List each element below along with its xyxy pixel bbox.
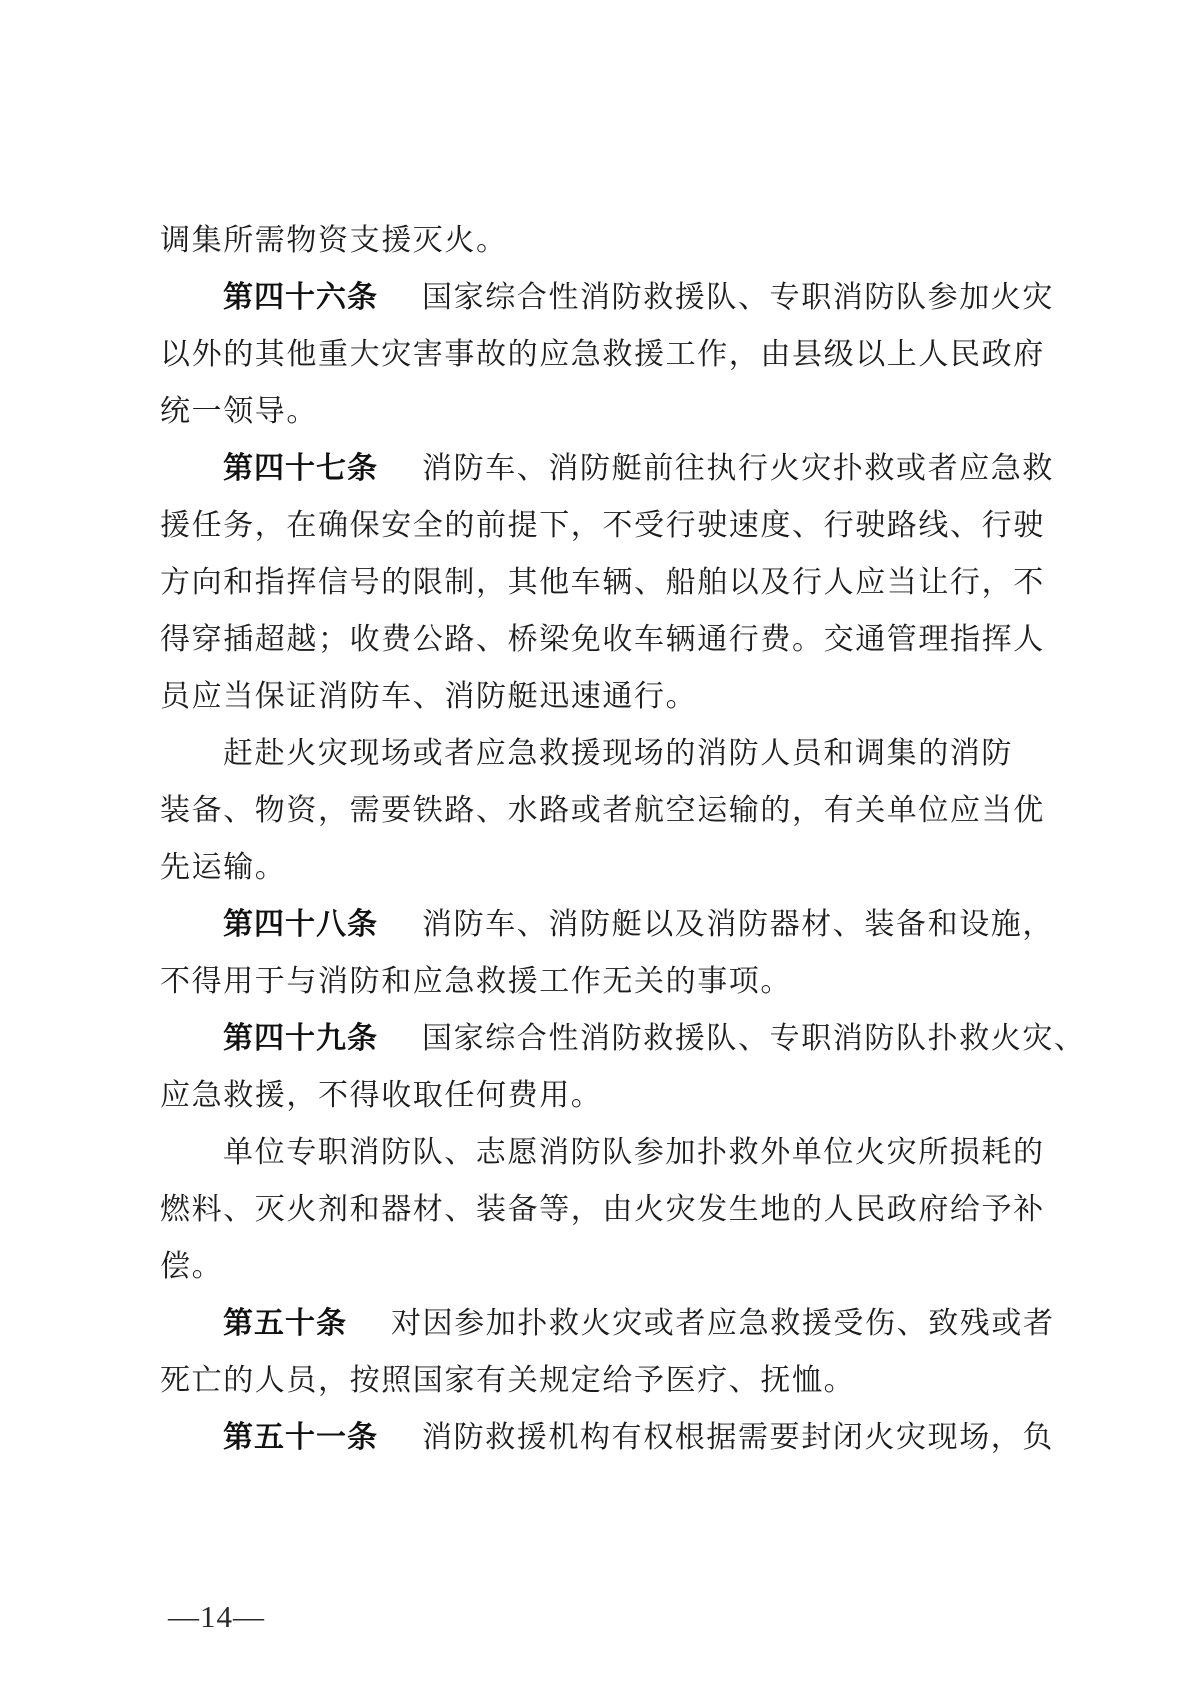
document-text-line bbox=[160, 1352, 1060, 1409]
document-text-line bbox=[160, 440, 1060, 497]
article-number-label: 第四十六条 bbox=[223, 281, 378, 314]
line-text: 方向和指挥信号的限制，其他车辆、船舶以及行人应当让行，不 bbox=[160, 566, 1045, 599]
document-text-line bbox=[160, 1238, 1060, 1295]
document-text-block bbox=[160, 212, 1086, 1466]
document-text-line bbox=[160, 1181, 1060, 1238]
document-text-line bbox=[160, 383, 1060, 440]
line-text: 国家综合性消防救援队、专职消防队扑救火灾、 bbox=[422, 1022, 1086, 1055]
page-number: —14— bbox=[168, 1599, 265, 1634]
line-text: 调集所需物资支援灭火。 bbox=[160, 224, 508, 257]
document-text-line bbox=[160, 953, 1060, 1010]
article-number-label: 第四十九条 bbox=[223, 1022, 378, 1055]
document-text-line bbox=[160, 896, 1060, 953]
line-text: 消防救援机构有权根据需要封闭火灾现场，负 bbox=[422, 1421, 1054, 1454]
article-number-label: 第五十条 bbox=[223, 1307, 347, 1340]
document-text-line bbox=[160, 212, 1060, 269]
document-text-line bbox=[160, 1295, 1060, 1352]
line-text: 先运输。 bbox=[160, 851, 287, 884]
line-text: 援任务，在确保安全的前提下，不受行驶速度、行驶路线、行驶 bbox=[160, 509, 1045, 542]
line-text: 以外的其他重大灾害事故的应急救援工作，由县级以上人民政府 bbox=[160, 338, 1045, 371]
document-text-line bbox=[160, 839, 1060, 896]
document-text-line bbox=[160, 269, 1060, 326]
line-text: 偿。 bbox=[160, 1250, 224, 1283]
document-text-line bbox=[160, 554, 1060, 611]
line-text: 装备、物资，需要铁路、水路或者航空运输的，有关单位应当优 bbox=[160, 794, 1045, 827]
line-text: 消防车、消防艇前往执行火灾扑救或者应急救 bbox=[422, 452, 1054, 485]
line-text: 赶赴火灾现场或者应急救援现场的消防人员和调集的消防 bbox=[223, 737, 1013, 770]
document-text-line bbox=[160, 497, 1060, 554]
document-text-line bbox=[160, 668, 1060, 725]
document-text-line bbox=[160, 1409, 1060, 1466]
line-text: 得穿插超越；收费公路、桥梁免收车辆通行费。交通管理指挥人 bbox=[160, 623, 1045, 656]
document-text-line bbox=[160, 1010, 1086, 1067]
line-text: 死亡的人员，按照国家有关规定给予医疗、抚恤。 bbox=[160, 1364, 856, 1397]
document-text-line bbox=[160, 782, 1060, 839]
line-text: 国家综合性消防救援队、专职消防队参加火灾 bbox=[422, 281, 1054, 314]
article-number-label: 第五十一条 bbox=[223, 1421, 378, 1454]
document-text-line bbox=[160, 725, 1060, 782]
article-number-label: 第四十七条 bbox=[223, 452, 378, 485]
line-text: 对因参加扑救火灾或者应急救援受伤、致残或者 bbox=[391, 1307, 1055, 1340]
article-number-label: 第四十八条 bbox=[223, 908, 378, 941]
line-text: 不得用于与消防和应急救援工作无关的事项。 bbox=[160, 965, 792, 998]
document-text-line bbox=[160, 326, 1060, 383]
line-text: 单位专职消防队、志愿消防队参加扑救外单位火灾所损耗的 bbox=[223, 1136, 1045, 1169]
line-text: 应急救援，不得收取任何费用。 bbox=[160, 1079, 603, 1112]
line-text: 统一领导。 bbox=[160, 395, 318, 428]
document-text-line bbox=[160, 1067, 1060, 1124]
line-text: 消防车、消防艇以及消防器材、装备和设施， bbox=[422, 908, 1054, 941]
line-text: 燃料、灭火剂和器材、装备等，由火灾发生地的人民政府给予补 bbox=[160, 1193, 1045, 1226]
line-text: 员应当保证消防车、消防艇迅速通行。 bbox=[160, 680, 698, 713]
document-text-line bbox=[160, 611, 1060, 668]
document-text-line bbox=[160, 1124, 1060, 1181]
